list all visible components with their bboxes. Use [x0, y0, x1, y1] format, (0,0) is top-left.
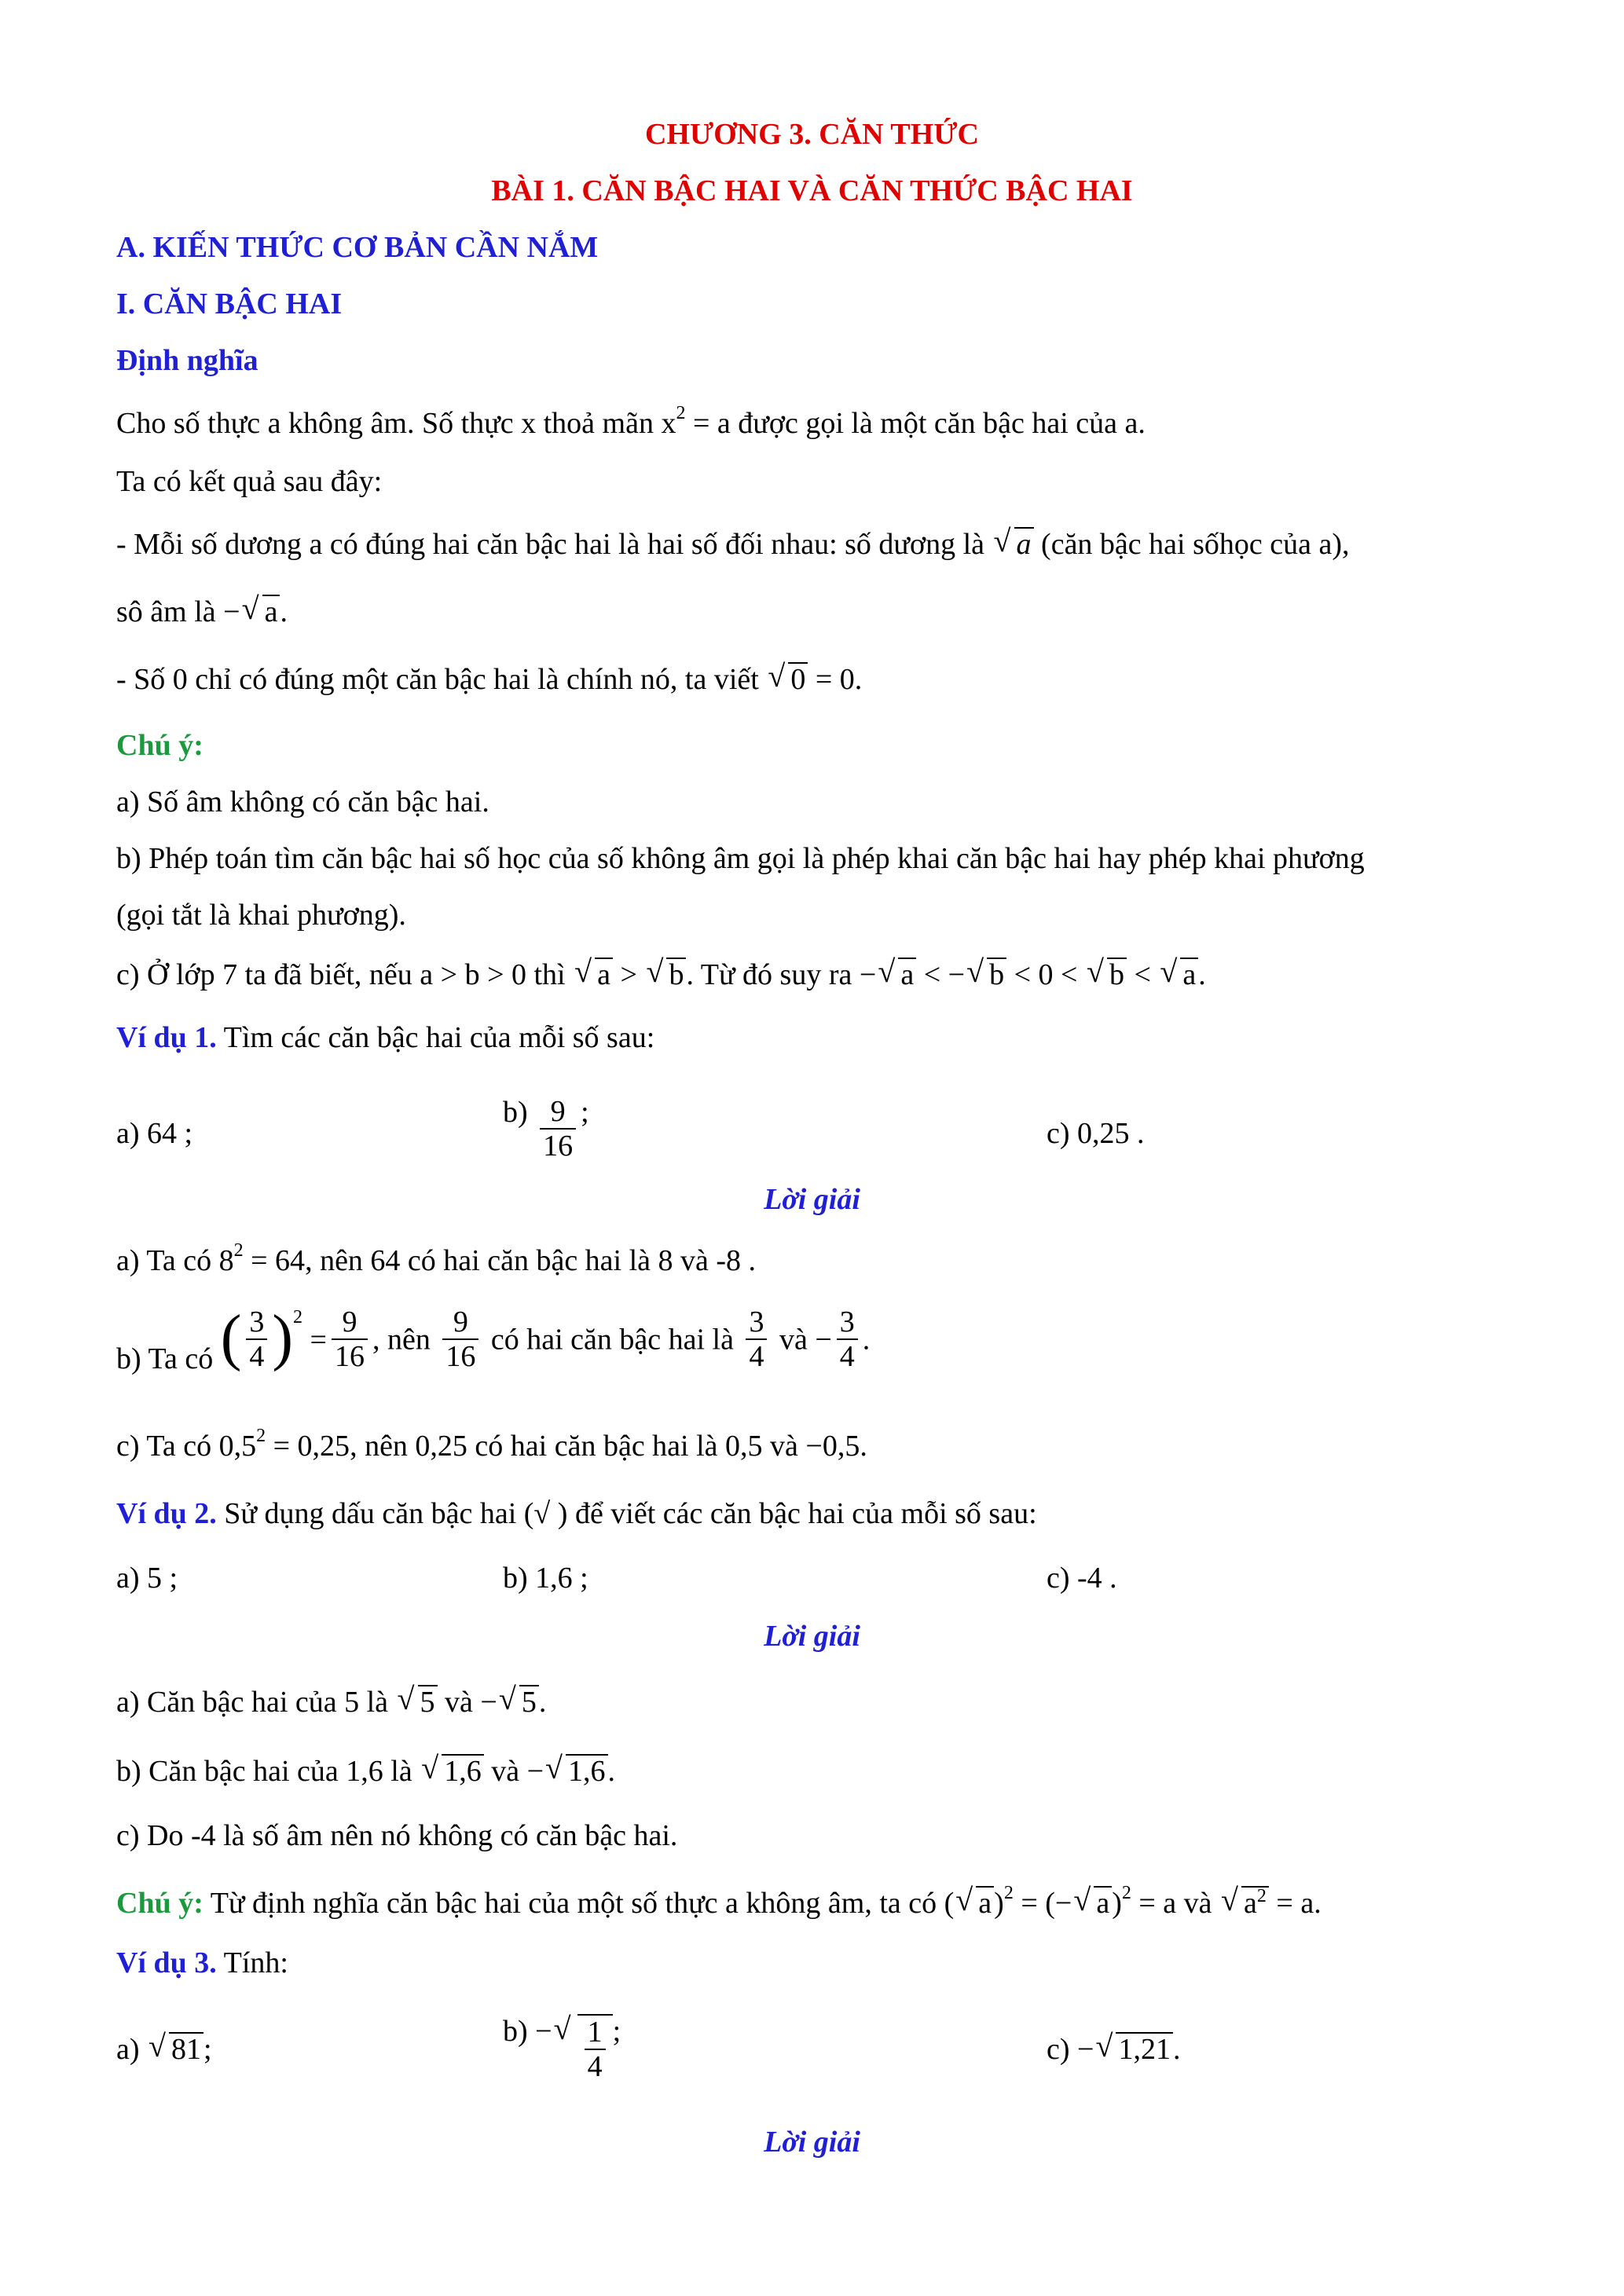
solution-label: Lời giải	[764, 2126, 860, 2159]
document-page: CHƯƠNG 3. CĂN THỨC BÀI 1. CĂN BẬC HAI VÀ CĂN THỨC BẬC HAI A. KIẾN THỨC CƠ BẢN CẦN NẮM I. CĂN BẬC HAI Định nghĩa Cho số thực a không âm. Số thực x thoả mãn $x^2 = a$ được gọi là một căn bậc hai của a. Ta có kết quả sau đây: - Mỗi số dương a có đúng hai căn bậc hai là hai số đối nhau: số dương là √ a (căn bậc hai sốhọc của a), sô âm là −√ a. - Số 0 chỉ có đúng một căn bậc hai là chính nó, ta viết √ 0 = 0. Chú ý: a) Số âm không có căn bậc hai. b) Phép toán tìm căn bậc hai số học của số không âm gọi là phép khai căn bậc hai hay phép khai phương (gọi tắt là khai phương). c) Ở lớp 7 ta đã biết, nếu a > b > 0 thì √ a > √ b. Từ đó suy ra −√ a < −√ b < 0 < √ b < √ a. Ví dụ 1. Tìm các căn bậc hai của mỗi số sau: a) 64 ; b) $\frac{9}{16}$ ; c) 0,25 . Lời giải a) Ta có $8^2 = 64$, nên 64 có hai căn bậc hai là 8 và -8 . b) Ta có ( $\frac{3}{4}$ )$^2$ = $\frac{9}{16}$ , nên $\frac{9}{16}$ có hai căn bậc hai là $\frac{3}{4}$ và − $\frac{3}{4}$ . c) Ta có $0,5^2 = 0,25$, nên 0,25 có hai căn bậc hai là 0,5 và −0,5. Ví dụ 2. Sử dụng dấu căn bậc hai (√ ) để viết các căn bậc hai của mỗi số sau: a) 5 ; b) 1,6 ; c) -4 . Lời giải a) Căn bậc hai của 5 là √ 5 và −√ 5. b) Căn bậc hai của 1,6 là √ 1,6 và −√ 1,6. c) Do -4 là số âm nên nó không có căn bậc hai. Chú ý: Từ định nghĩa căn bậc hai của một số thực a không âm, ta có (√ a)$^2$ = (−√ a)$^2$ = a và √ $a^2 = a$. Ví dụ 3. Tính: a) √ 81; b) − √ $\frac{1}{4}$ ; c) −√ 1,21. Lời giải	[0, 0, 1624, 2296]
solution-2-c: c) Do -4 là số âm nên nó không có căn bậc hai.	[116, 1819, 678, 1852]
definition-line-3: - Mỗi số dương a có đúng hai căn bậc hai là hai số đối nhau: số dương là √ a (căn bậc hai sốhọc của a),	[116, 526, 1350, 562]
solution-1-a: a) Ta có $8^2 = 64$, nên 64 có hai căn bậc hai là 8 và -8 .	[116, 1240, 757, 1277]
example-3-items	[116, 2014, 1508, 2093]
sqrt-1-6: √ 1,6	[545, 1753, 608, 1789]
note-2: Chú ý: Từ định nghĩa căn bậc hai của một số thực a không âm, ta có (√ a)$^2$ = (−√ a)$^2$ = a và √ $a^2 = a$.	[116, 1885, 1322, 1925]
sqrt-5: √ 5	[398, 1684, 438, 1720]
fraction: $\frac{9}{16}$	[540, 1095, 576, 1163]
solution-1-b: b) Ta có ( $\frac{3}{4}$ )$^2$ = $\frac{9}{16}$ , nên $\frac{9}{16}$ có hai căn bậc hai là $\frac{3}{4}$ và − $\frac{3}{4}$ .	[116, 1303, 871, 1375]
section-i-heading: I. CĂN BẬC HAI	[116, 287, 343, 320]
solution-2-b: b) Căn bậc hai của 1,6 là √ 1,6 và −√ 1,6.	[116, 1753, 615, 1789]
lesson-title: BÀI 1. CĂN BẬC HAI VÀ CĂN THỨC BẬC HAI	[491, 174, 1133, 207]
sqrt-b: √ b	[646, 957, 686, 993]
example-3-item-a: a) √ 81;	[116, 2031, 212, 2067]
chapter-title: CHƯƠNG 3. CĂN THỨC	[644, 118, 980, 151]
sqrt-b: √ b	[1087, 957, 1127, 993]
note-a: a) Số âm không có căn bậc hai.	[116, 785, 489, 818]
example-1-item-b: b) $\frac{9}{16}$ ;	[503, 1095, 589, 1163]
definition-line-5: - Số 0 chỉ có đúng một căn bậc hai là chính nó, ta viết √ 0 = 0.	[116, 661, 862, 698]
example-3-item-b: b) − √ $\frac{1}{4}$ ;	[503, 2014, 621, 2083]
sqrt-a: √ a	[242, 594, 280, 630]
definition-heading: Định nghĩa	[116, 344, 258, 377]
solution-1-c: c) Ta có $0,5^2 = 0,25$, nên 0,25 có hai căn bậc hai là 0,5 và −0,5.	[116, 1426, 867, 1463]
solution-label: Lời giải	[764, 1183, 860, 1216]
example-1-items: a) 64 ; b) $\frac{9}{16}$ ; c) 0,25 .	[116, 1098, 1508, 1169]
solution-2-a: a) Căn bậc hai của 5 là √ 5 và −√ 5.	[116, 1684, 546, 1720]
sqrt-5: √ 5	[499, 1684, 539, 1720]
definition-line-1: Cho số thực a không âm. Số thực x thoả mãn $x^2 = a$ được gọi là một căn bậc hai của a.	[116, 403, 1146, 440]
equation: $x^2 = a$	[661, 403, 731, 440]
definition-line-4: sô âm là −√ a.	[116, 594, 288, 630]
example-1: Ví dụ 1. Tìm các căn bậc hai của mỗi số sau:	[116, 1021, 655, 1054]
example-2: Ví dụ 2. Sử dụng dấu căn bậc hai (√ ) để viết các căn bậc hai của mỗi số sau:	[116, 1497, 1037, 1530]
section-a-heading: A. KIẾN THỨC CƠ BẢN CẦN NẮM	[116, 231, 599, 264]
sqrt-a: √ a	[1160, 957, 1198, 993]
sqrt-a: √ a	[574, 957, 613, 993]
sqrt-1-6: √ 1,6	[421, 1753, 484, 1789]
example-3-item-c: c) −√ 1,21.	[1047, 2031, 1180, 2067]
note-b-line-1: b) Phép toán tìm căn bậc hai số học của số không âm gọi là phép khai căn bậc hai hay phép khai phương	[116, 842, 1365, 875]
example-3: Ví dụ 3. Tính:	[116, 1946, 288, 1979]
sqrt-zero: √ 0	[768, 661, 808, 698]
definition-line-2: Ta có kết quả sau đây:	[116, 465, 383, 498]
note-c: c) Ở lớp 7 ta đã biết, nếu a > b > 0 thì √ a > √ b. Từ đó suy ra −√ a < −√ b < 0 < √ b < √ a.	[116, 957, 1206, 993]
sqrt-a: √ a	[994, 526, 1034, 562]
identity-formula: (√ a)$^2$ = (−√ a)$^2$ = a và √ $a^2 = a$.	[944, 1887, 1322, 1920]
solution-label: Lời giải	[764, 1620, 860, 1653]
sqrt-symbol: (√ )	[523, 1497, 568, 1530]
note-b-line-2: (gọi tắt là khai phương).	[116, 899, 406, 932]
note-heading: Chú ý:	[116, 729, 203, 762]
sqrt-b: √ b	[966, 957, 1006, 993]
sqrt-a: √ a	[878, 957, 916, 993]
